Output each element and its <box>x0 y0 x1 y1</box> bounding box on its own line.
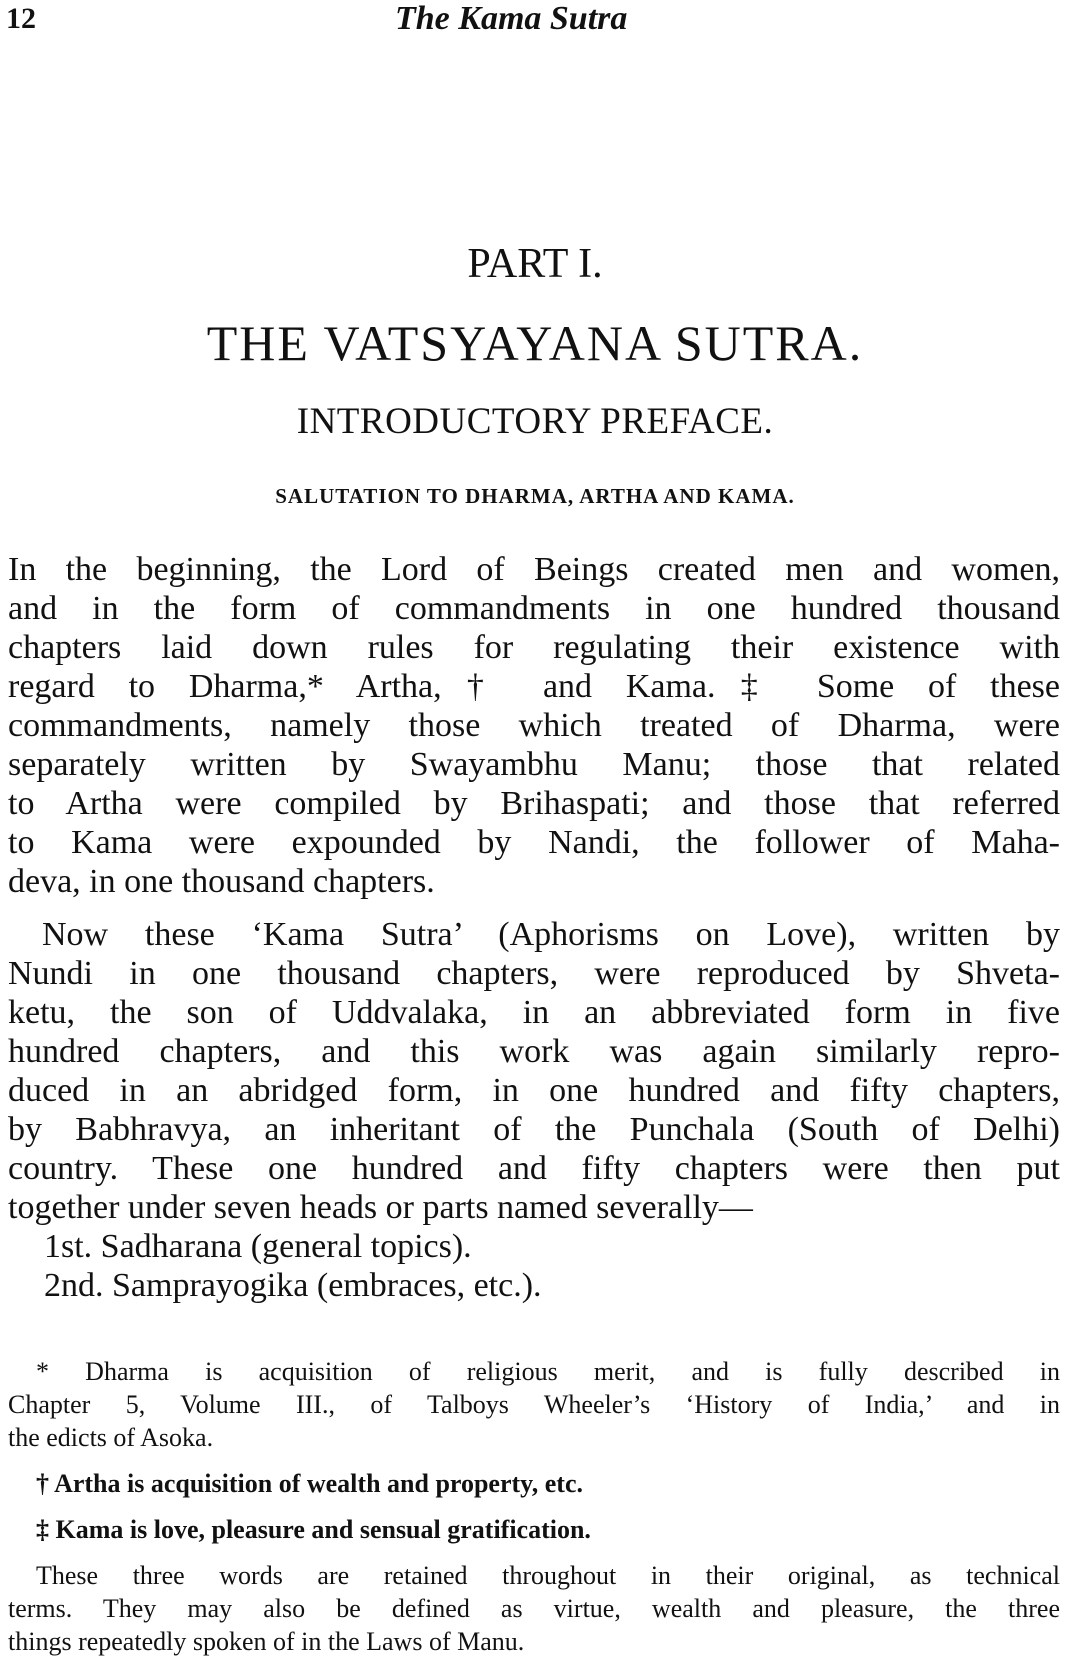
list-item: 2nd. Samprayogika (embraces, etc.). <box>44 1267 542 1304</box>
text-line: In the beginning, the Lord of Beings created men and women, <box>8 551 1060 588</box>
text-line: together under seven heads or parts named severally— <box>8 1189 753 1226</box>
text-line: commandments, namely those which treated of Dharma, were <box>8 707 1060 744</box>
paragraph-1 <box>8 550 1060 901</box>
part-heading: PART I. <box>467 241 603 287</box>
text-line: hundred chapters, and this work was again similarly repro- <box>8 1033 1060 1070</box>
footnote-spacer <box>8 1454 1060 1467</box>
text-line: to Artha were compiled by Brihaspati; and those that referred <box>8 785 1060 822</box>
page-number: 12 <box>6 2 36 35</box>
paragraph-2 <box>8 915 1060 1305</box>
footnote-dharma-line: the edicts of Asoka. <box>8 1423 214 1452</box>
footnote-note-line: These three words are retained throughout in their original, as technical <box>36 1561 1060 1590</box>
footnote-kama: ‡ Kama is love, pleasure and sensual gratification. <box>36 1515 591 1544</box>
text-line: by Babhravya, an inheritant of the Punchala (South of Delhi) <box>8 1111 1060 1148</box>
text-line: deva, in one thousand chapters. <box>8 863 435 900</box>
text-line: separately written by Swayambhu Manu; those that related <box>8 746 1060 783</box>
footnote-artha: † Artha is acquisition of wealth and property, etc. <box>36 1469 583 1498</box>
running-title: The Kama Sutra <box>395 0 628 37</box>
footnote-dharma-line: Chapter 5, Volume III., of Talboys Wheeler’s ‘History of India,’ and in <box>8 1390 1060 1419</box>
text-line: and in the form of commandments in one hundred thousand <box>8 590 1060 627</box>
running-header <box>0 0 1070 40</box>
text-line: country. These one hundred and fifty chapters were then put <box>8 1150 1060 1187</box>
footnotes <box>8 1355 1060 1658</box>
text-line: regard to Dharma,* Artha,† and Kama.‡ Some of these <box>8 668 1060 705</box>
footnote-spacer <box>8 1546 1060 1559</box>
main-title: THE VATSYAYANA SUTRA. <box>206 315 864 371</box>
text-line: chapters laid down rules for regulating their existence with <box>8 629 1060 666</box>
text-line: Now these ‘Kama Sutra’ (Aphorisms on Love), written by <box>42 916 1060 953</box>
preface-heading: INTRODUCTORY PREFACE. <box>296 401 774 442</box>
footnote-dharma-line: * Dharma is acquisition of religious merit, and is fully described in <box>36 1357 1060 1386</box>
salutation-heading: SALUTATION TO DHARMA, ARTHA AND KAMA. <box>275 484 795 508</box>
footnote-note-line: terms. They may also be defined as virtue, wealth and pleasure, the three <box>8 1594 1060 1623</box>
text-line: ketu, the son of Uddvalaka, in an abbreviated form in five <box>8 994 1060 1031</box>
footnote-spacer <box>8 1500 1060 1513</box>
footnote-note-line: things repeatedly spoken of in the Laws of Manu. <box>8 1627 525 1656</box>
text-line: Nundi in one thousand chapters, were reproduced by Shveta- <box>8 955 1060 992</box>
text-line: to Kama were expounded by Nandi, the follower of Maha- <box>8 824 1060 861</box>
list-item: 1st. Sadharana (general topics). <box>44 1228 472 1265</box>
text-line: duced in an abridged form, in one hundred and fifty chapters, <box>8 1072 1060 1109</box>
